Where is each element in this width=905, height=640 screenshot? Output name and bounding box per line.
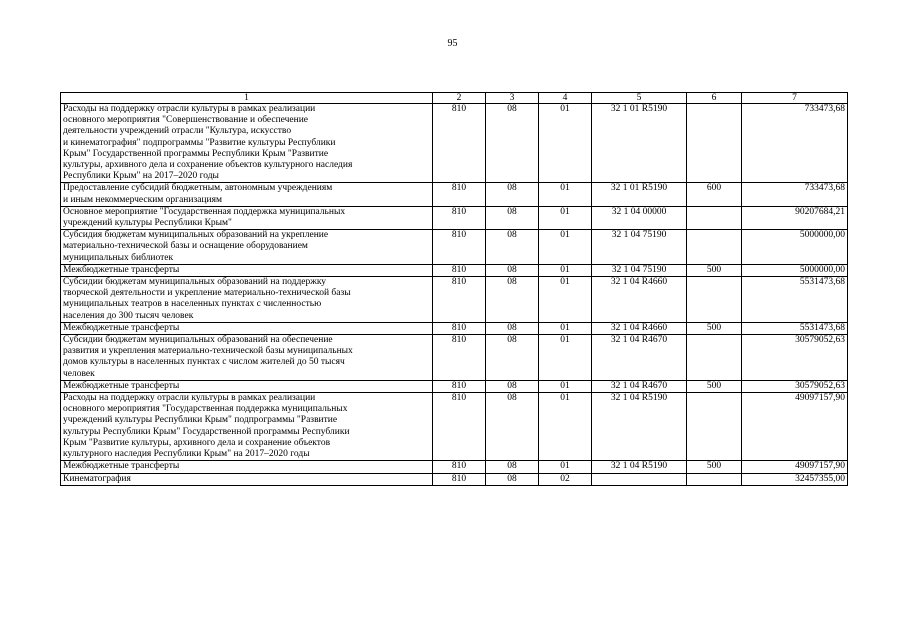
row-description xyxy=(61,104,433,183)
amount: 30579052,63 xyxy=(742,380,848,392)
target-article-code: 32 1 04 R4660 xyxy=(592,322,687,334)
description-line: творческой деятельности и укрепление материально-технической базы xyxy=(63,288,351,299)
row-description xyxy=(61,322,433,334)
amount: 49097157,90 xyxy=(742,461,848,473)
section-code: 08 xyxy=(486,461,539,473)
description-line: учреждений культуры Республики Крым" xyxy=(63,218,232,229)
expense-type-code: 500 xyxy=(687,322,742,334)
description-line: Межбюджетные трансферты xyxy=(63,322,180,333)
amount: 5531473,68 xyxy=(742,277,848,323)
table-row xyxy=(61,322,848,334)
target-article-code: 32 1 04 75190 xyxy=(592,264,687,276)
subsection-code: 01 xyxy=(539,230,592,265)
description-line: основного мероприятия "Совершенствование и обеспечение xyxy=(63,115,309,126)
description-line: Крым" Государственной программы Республики Крым "Развитие xyxy=(63,148,329,159)
expense-type-code xyxy=(687,277,742,323)
table-row xyxy=(61,393,848,461)
target-article-code xyxy=(592,473,687,485)
section-code: 08 xyxy=(486,264,539,276)
amount: 5531473,68 xyxy=(742,322,848,334)
target-article-code: 32 1 04 R4670 xyxy=(592,335,687,381)
table-row xyxy=(61,461,848,473)
grbs-code: 810 xyxy=(433,322,486,334)
expense-type-code: 600 xyxy=(687,183,742,206)
table-row xyxy=(61,183,848,206)
expense-type-code: 500 xyxy=(687,380,742,392)
description-line: материально-технической базы и оснащение оборудованием xyxy=(63,241,308,252)
description-line: Межбюджетные трансферты xyxy=(63,461,180,472)
description-line: Субсидия бюджетам муниципальных образований на укрепление xyxy=(63,230,329,241)
description-line: муниципальных библиотек xyxy=(63,252,174,263)
row-description xyxy=(61,393,433,461)
amount: 5000000,00 xyxy=(742,230,848,265)
section-code: 08 xyxy=(486,380,539,392)
amount: 30579052,63 xyxy=(742,335,848,381)
amount: 5000000,00 xyxy=(742,264,848,276)
header-cell: 1 xyxy=(61,93,433,104)
description-line: Субсидии бюджетам муниципальных образований на обеспечение xyxy=(63,335,333,346)
amount: 90207684,21 xyxy=(742,206,848,229)
header-cell: 3 xyxy=(486,93,539,104)
target-article-code: 32 1 01 R5190 xyxy=(592,183,687,206)
section-code: 08 xyxy=(486,393,539,461)
amount: 733473,68 xyxy=(742,104,848,183)
section-code: 08 xyxy=(486,206,539,229)
amount: 49097157,90 xyxy=(742,393,848,461)
expense-type-code xyxy=(687,473,742,485)
grbs-code: 810 xyxy=(433,335,486,381)
row-description xyxy=(61,473,433,485)
section-code: 08 xyxy=(486,230,539,265)
target-article-code: 32 1 01 R5190 xyxy=(592,104,687,183)
header-cell: 6 xyxy=(687,93,742,104)
grbs-code: 810 xyxy=(433,264,486,276)
expense-type-code xyxy=(687,230,742,265)
subsection-code: 01 xyxy=(539,183,592,206)
grbs-code: 810 xyxy=(433,277,486,323)
subsection-code: 01 xyxy=(539,264,592,276)
description-line: культуры Республики Крым" Государственной программы Республики xyxy=(63,426,350,437)
description-line: Крым "Развитие культуры, архивного дела и сохранение объектов xyxy=(63,437,331,448)
table-row xyxy=(61,264,848,276)
budget-table xyxy=(60,92,848,486)
target-article-code: 32 1 04 R4660 xyxy=(592,277,687,323)
row-description xyxy=(61,380,433,392)
subsection-code: 02 xyxy=(539,473,592,485)
table-row xyxy=(61,335,848,381)
subsection-code: 01 xyxy=(539,104,592,183)
grbs-code: 810 xyxy=(433,230,486,265)
row-description xyxy=(61,206,433,229)
section-code: 08 xyxy=(486,473,539,485)
header-cell: 4 xyxy=(539,93,592,104)
section-code: 08 xyxy=(486,277,539,323)
expense-type-code: 500 xyxy=(687,264,742,276)
header-row xyxy=(61,93,848,104)
grbs-code: 810 xyxy=(433,380,486,392)
description-line: домов культуры в населенных пунктах с числом жителей до 50 тысяч xyxy=(63,357,345,368)
grbs-code: 810 xyxy=(433,206,486,229)
description-line: Межбюджетные трансферты xyxy=(63,264,180,275)
row-description xyxy=(61,183,433,206)
expense-type-code xyxy=(687,104,742,183)
subsection-code: 01 xyxy=(539,461,592,473)
description-line: Кинематография xyxy=(63,473,131,484)
subsection-code: 01 xyxy=(539,322,592,334)
grbs-code: 810 xyxy=(433,183,486,206)
expense-type-code xyxy=(687,206,742,229)
header-cell: 5 xyxy=(592,93,687,104)
subsection-code: 01 xyxy=(539,206,592,229)
grbs-code: 810 xyxy=(433,461,486,473)
expense-type-code: 500 xyxy=(687,461,742,473)
row-description xyxy=(61,264,433,276)
description-line: Расходы на поддержку отрасли культуры в рамках реализации xyxy=(63,104,316,114)
row-description xyxy=(61,230,433,265)
target-article-code: 32 1 04 75190 xyxy=(592,230,687,265)
description-line: Расходы на поддержку отрасли культуры в рамках реализации xyxy=(63,393,316,404)
grbs-code: 810 xyxy=(433,104,486,183)
table-row xyxy=(61,206,848,229)
target-article-code: 32 1 04 00000 xyxy=(592,206,687,229)
row-description xyxy=(61,461,433,473)
description-line: Предоставление субсидий бюджетным, автономным учреждениям xyxy=(63,183,333,194)
target-article-code: 32 1 04 R4670 xyxy=(592,380,687,392)
description-line: основного мероприятия "Государственная поддержка муниципальных xyxy=(63,404,348,415)
description-line: Основное мероприятие "Государственная поддержка муниципальных xyxy=(63,206,346,217)
row-description xyxy=(61,277,433,323)
page-number: 95 xyxy=(447,38,458,49)
table-row xyxy=(61,277,848,323)
grbs-code: 810 xyxy=(433,393,486,461)
description-line: культурного наследия Республики Крым" на 2017–2020 годы xyxy=(63,449,310,460)
grbs-code: 810 xyxy=(433,473,486,485)
description-line: деятельности учреждений отрасли "Культура, искусство xyxy=(63,126,292,137)
table-row xyxy=(61,230,848,265)
section-code: 08 xyxy=(486,104,539,183)
amount: 32457355,00 xyxy=(742,473,848,485)
expense-type-code xyxy=(687,393,742,461)
description-line: культуры, архивного дела и сохранение объектов культурного наследия xyxy=(63,160,353,171)
description-line: населения до 300 тысяч человек xyxy=(63,310,194,321)
description-line: и иным некоммерческим организациям xyxy=(63,194,222,205)
expense-type-code xyxy=(687,335,742,381)
description-line: и кинематография" подпрограммы "Развитие культуры Республики xyxy=(63,137,336,148)
subsection-code: 01 xyxy=(539,335,592,381)
target-article-code: 32 1 04 R5190 xyxy=(592,393,687,461)
section-code: 08 xyxy=(486,322,539,334)
subsection-code: 01 xyxy=(539,380,592,392)
description-line: муниципальных театров в населенных пунктах с численностью xyxy=(63,299,322,310)
table-row xyxy=(61,473,848,485)
table-row xyxy=(61,380,848,392)
subsection-code: 01 xyxy=(539,277,592,323)
description-line: учреждений культуры Республики Крым" подпрограммы "Развитие xyxy=(63,415,338,426)
description-line: Субсидии бюджетам муниципальных образований на поддержку xyxy=(63,277,327,288)
description-line: человек xyxy=(63,368,95,379)
subsection-code: 01 xyxy=(539,393,592,461)
header-cell: 2 xyxy=(433,93,486,104)
description-line: Республики Крым" на 2017–2020 годы xyxy=(63,171,219,182)
table-row xyxy=(61,104,848,183)
target-article-code: 32 1 04 R5190 xyxy=(592,461,687,473)
description-line: Межбюджетные трансферты xyxy=(63,380,180,391)
row-description xyxy=(61,335,433,381)
description-line: развития и укрепления материально-технической базы муниципальных xyxy=(63,346,353,357)
section-code: 08 xyxy=(486,335,539,381)
header-cell: 7 xyxy=(742,93,848,104)
amount: 733473,68 xyxy=(742,183,848,206)
section-code: 08 xyxy=(486,183,539,206)
